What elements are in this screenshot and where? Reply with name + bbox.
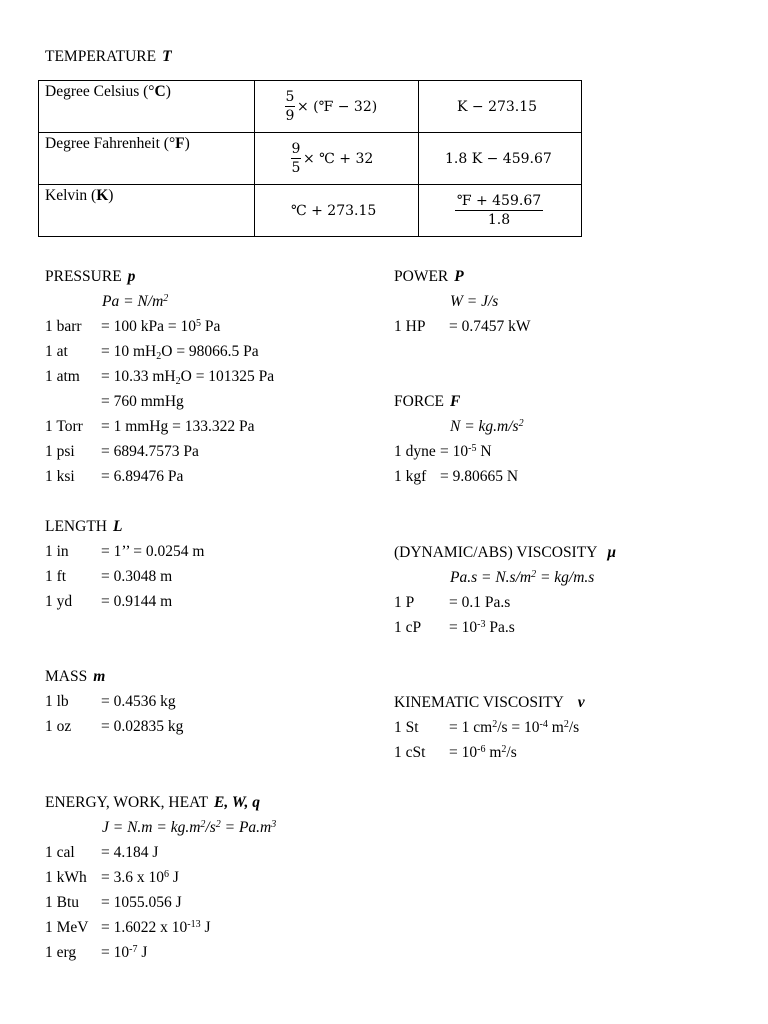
- value-text: = 1 cm: [449, 719, 493, 736]
- conversion-value: = 1’’ = 0.0254 m: [101, 543, 205, 560]
- conversion-unit: 1 kWh: [45, 869, 87, 886]
- value-text-part: m: [547, 719, 564, 736]
- conversion-value: = 760 mmHg: [101, 393, 184, 410]
- fraction-denominator: 1.8: [455, 210, 543, 229]
- conversion-unit: 1 cal: [45, 844, 75, 861]
- conversion-value: [101, 918, 211, 937]
- conversion-unit: 1 atm: [45, 368, 80, 385]
- conversion-row: [45, 317, 365, 336]
- temperature-unit-name: [39, 185, 255, 237]
- force-heading: [394, 392, 460, 411]
- energy-heading: [45, 793, 260, 812]
- conversion-row: [45, 442, 365, 461]
- formula-text: × (℉ − 32): [297, 98, 378, 115]
- value-text: = 3.6 x 10: [101, 869, 164, 886]
- value-unit: O = 98066.5 Pa: [161, 343, 259, 360]
- conversion-row: [45, 692, 365, 711]
- length-heading-label: LENGTH: [45, 518, 107, 535]
- superscript: -3: [477, 619, 486, 630]
- unit-definition: Pa = N/m: [102, 293, 164, 310]
- mass-heading-label: MASS: [45, 668, 88, 685]
- formula-text: K − 273.15: [457, 98, 538, 115]
- length-symbol: L: [113, 518, 123, 535]
- dynamic-viscosity-symbol: μ: [607, 544, 617, 561]
- conversion-row: [45, 843, 365, 862]
- conversion-unit: 1 in: [45, 543, 69, 560]
- conversion-row: [394, 718, 714, 737]
- conversion-row: [45, 592, 365, 611]
- unit-definition: Pa.s = N.s/m: [450, 569, 532, 586]
- conversion-unit: 1 at: [45, 343, 68, 360]
- superscript: 3: [271, 819, 277, 830]
- conversion-row: [45, 417, 365, 436]
- mass-heading: [45, 667, 105, 686]
- temperature-conversion-table: [38, 80, 582, 237]
- dynamic-viscosity-heading: [394, 543, 616, 562]
- unit-symbol: C: [154, 83, 166, 100]
- temperature-heading: [45, 47, 172, 66]
- conversion-row: [45, 567, 365, 586]
- conversion-value: = 0.1 Pa.s: [449, 594, 511, 611]
- superscript: -6: [477, 744, 486, 755]
- conversion-row: [45, 943, 365, 962]
- dynamic-viscosity-si-unit: [450, 568, 594, 587]
- superscript: -13: [187, 919, 201, 930]
- value-unit: Pa: [200, 318, 221, 335]
- superscript: 2: [563, 719, 569, 730]
- kinematic-viscosity-heading: [394, 693, 585, 712]
- superscript: 2: [163, 293, 169, 304]
- energy-si-unit: [102, 818, 276, 837]
- value-unit: J: [137, 944, 148, 961]
- conversion-value: = 0.02835 kg: [101, 718, 184, 735]
- conversion-unit: 1 barr: [45, 318, 82, 335]
- conversion-value: = 1055.056 J: [101, 894, 182, 911]
- superscript: 2: [531, 569, 537, 580]
- conversion-row: [394, 743, 714, 762]
- unit-name-text: Degree Celsius (°: [45, 83, 155, 100]
- conversion-unit: 1 P: [394, 594, 415, 611]
- table-row: [39, 133, 582, 185]
- conversion-unit: 1 cP: [394, 619, 422, 636]
- formula-cell: [419, 185, 582, 237]
- conversion-value: [101, 317, 220, 336]
- conversion-value: = 4.184 J: [101, 844, 159, 861]
- unit-symbol: K: [96, 187, 109, 204]
- conversion-row: [45, 367, 365, 386]
- conversion-row: [45, 868, 365, 887]
- value-unit: Pa.s: [485, 619, 515, 636]
- conversion-unit: 1 St: [394, 719, 419, 736]
- formula-cell: [419, 81, 582, 133]
- conversion-row: [45, 893, 365, 912]
- conversion-unit: 1 kgf: [394, 468, 427, 485]
- fraction-numerator: ℉ + 459.67: [456, 192, 542, 209]
- unit-symbol: F: [175, 135, 185, 152]
- unit-definition-part: /s: [205, 819, 216, 836]
- fraction-denominator: 5: [291, 159, 301, 176]
- conversion-value: = 0.9144 m: [101, 593, 173, 610]
- conversion-row: [45, 342, 365, 361]
- temperature-unit-name: [39, 133, 255, 185]
- conversion-row: [45, 918, 365, 937]
- conversion-unit: 1 HP: [394, 318, 426, 335]
- kinematic-viscosity-symbol: ν: [577, 694, 585, 711]
- conversion-value: = 1 mmHg = 133.322 Pa: [101, 418, 255, 435]
- temperature-symbol: T: [162, 48, 172, 65]
- kinematic-viscosity-heading-label: KINEMATIC VISCOSITY: [394, 694, 564, 711]
- subscript: 2: [175, 376, 181, 387]
- conversion-value: [101, 868, 179, 887]
- value-unit: /s: [568, 719, 580, 736]
- conversion-value: [101, 367, 274, 386]
- value-text: = 10.33 mH: [101, 368, 176, 385]
- conversion-unit: 1 ft: [45, 568, 67, 585]
- conversion-row: [394, 442, 714, 461]
- power-si-unit: [450, 292, 498, 311]
- pressure-heading: [45, 267, 135, 286]
- conversion-unit: 1 yd: [45, 593, 73, 610]
- conversion-value: [101, 943, 147, 962]
- unit-definition: W = J/s: [450, 293, 499, 310]
- fraction-denominator: 9: [285, 107, 295, 124]
- fraction: [291, 141, 301, 177]
- conversion-row: [45, 467, 365, 486]
- conversion-value: = 0.3048 m: [101, 568, 173, 585]
- fraction: [285, 89, 295, 125]
- value-text: = 100 kPa = 10: [101, 318, 196, 335]
- unit-definition: N = kg.m/s: [450, 418, 519, 435]
- conversion-unit: 1 dyne: [394, 443, 436, 460]
- temperature-heading-label: TEMPERATURE: [45, 48, 157, 65]
- conversion-value: = 9.80665 N: [440, 468, 519, 485]
- unit-name-text: Kelvin (: [45, 187, 97, 204]
- conversion-unit: 1 MeV: [45, 919, 89, 936]
- conversion-unit: 1 Torr: [45, 418, 83, 435]
- power-heading-label: POWER: [394, 268, 449, 285]
- power-symbol: P: [454, 268, 464, 285]
- conversion-unit: 1 lb: [45, 693, 69, 710]
- fraction-numerator: 5: [285, 88, 295, 105]
- unit-name-close: ): [165, 83, 171, 100]
- value-unit: /s: [506, 744, 517, 761]
- conversion-row: [394, 467, 714, 486]
- unit-definition-part: = kg/m.s: [536, 569, 595, 586]
- conversion-row: [45, 392, 365, 411]
- force-heading-label: FORCE: [394, 393, 444, 410]
- conversion-value: [440, 442, 492, 461]
- superscript: 2: [215, 819, 221, 830]
- value-unit: J: [200, 919, 211, 936]
- superscript: 2: [492, 719, 498, 730]
- value-text: = 10: [449, 744, 478, 761]
- value-text-part: /s = 10: [497, 719, 540, 736]
- table-row: [39, 81, 582, 133]
- formula-cell: [255, 185, 419, 237]
- conversion-unit: 1 ksi: [45, 468, 75, 485]
- power-heading: [394, 267, 464, 286]
- conversion-value: [101, 342, 259, 361]
- value-unit: N: [476, 443, 492, 460]
- formula-text: × ℃ + 32: [303, 150, 374, 167]
- pressure-symbol: p: [127, 268, 136, 285]
- length-heading: [45, 517, 122, 536]
- pressure-heading-label: PRESSURE: [45, 268, 122, 285]
- conversion-value: [449, 718, 579, 737]
- formula-cell: [255, 81, 419, 133]
- superscript: -7: [129, 944, 138, 955]
- conversion-unit: 1 Btu: [45, 894, 80, 911]
- conversion-value: = 6.89476 Pa: [101, 468, 184, 485]
- unit-definition: J = N.m = kg.m: [102, 819, 201, 836]
- superscript: 2: [200, 819, 206, 830]
- force-si-unit: [450, 417, 524, 436]
- value-text: = 10: [449, 619, 478, 636]
- conversion-value: [449, 618, 515, 637]
- superscript: -5: [468, 443, 477, 454]
- fraction: [455, 193, 543, 229]
- formula-cell: [419, 133, 582, 185]
- conversion-unit: 1 erg: [45, 944, 77, 961]
- fraction-numerator: 9: [291, 140, 301, 157]
- conversion-value: = 6894.7573 Pa: [101, 443, 199, 460]
- value-text: = 10 mH: [101, 343, 157, 360]
- force-symbol: F: [449, 393, 461, 410]
- formula-text: ℃ + 273.15: [291, 202, 377, 219]
- conversion-row: [45, 717, 365, 736]
- energy-symbols: E, W, q: [214, 794, 260, 811]
- unit-name-close: ): [184, 135, 190, 152]
- superscript: -4: [539, 719, 548, 730]
- conversion-row: [45, 542, 365, 561]
- superscript: 2: [518, 418, 524, 429]
- conversion-unit: 1 psi: [45, 443, 75, 460]
- value-unit: J: [169, 869, 179, 886]
- conversion-value: = 0.7457 kW: [449, 318, 531, 335]
- conversion-unit: 1 oz: [45, 718, 72, 735]
- conversion-value: = 0.4536 kg: [101, 693, 176, 710]
- value-text: = 10: [440, 443, 469, 460]
- conversion-value: [449, 743, 517, 762]
- formula-text: 1.8 K − 459.67: [445, 150, 552, 167]
- pressure-si-unit: [102, 292, 168, 311]
- table-row: [39, 185, 582, 237]
- unit-name-text: Degree Fahrenheit (°: [45, 135, 176, 152]
- superscript: 2: [501, 744, 507, 755]
- unit-definition-part: = Pa.m: [220, 819, 272, 836]
- formula-cell: [255, 133, 419, 185]
- superscript: 5: [195, 318, 201, 329]
- conversion-row: [394, 618, 714, 637]
- energy-heading-label: ENERGY, WORK, HEAT: [45, 794, 209, 811]
- value-text-part: m: [485, 744, 502, 761]
- subscript: 2: [156, 351, 162, 362]
- value-text: = 1.6022 x 10: [101, 919, 188, 936]
- unit-name-close: ): [108, 187, 114, 204]
- conversion-row: [394, 317, 714, 336]
- conversion-unit: 1 cSt: [394, 744, 426, 761]
- value-unit: O = 101325 Pa: [180, 368, 275, 385]
- dynamic-viscosity-heading-label: (DYNAMIC/ABS) VISCOSITY: [394, 544, 598, 561]
- mass-symbol: m: [93, 668, 106, 685]
- temperature-unit-name: [39, 81, 255, 133]
- conversion-row: [394, 593, 714, 612]
- value-text: = 10: [101, 944, 130, 961]
- superscript: 6: [164, 869, 169, 880]
